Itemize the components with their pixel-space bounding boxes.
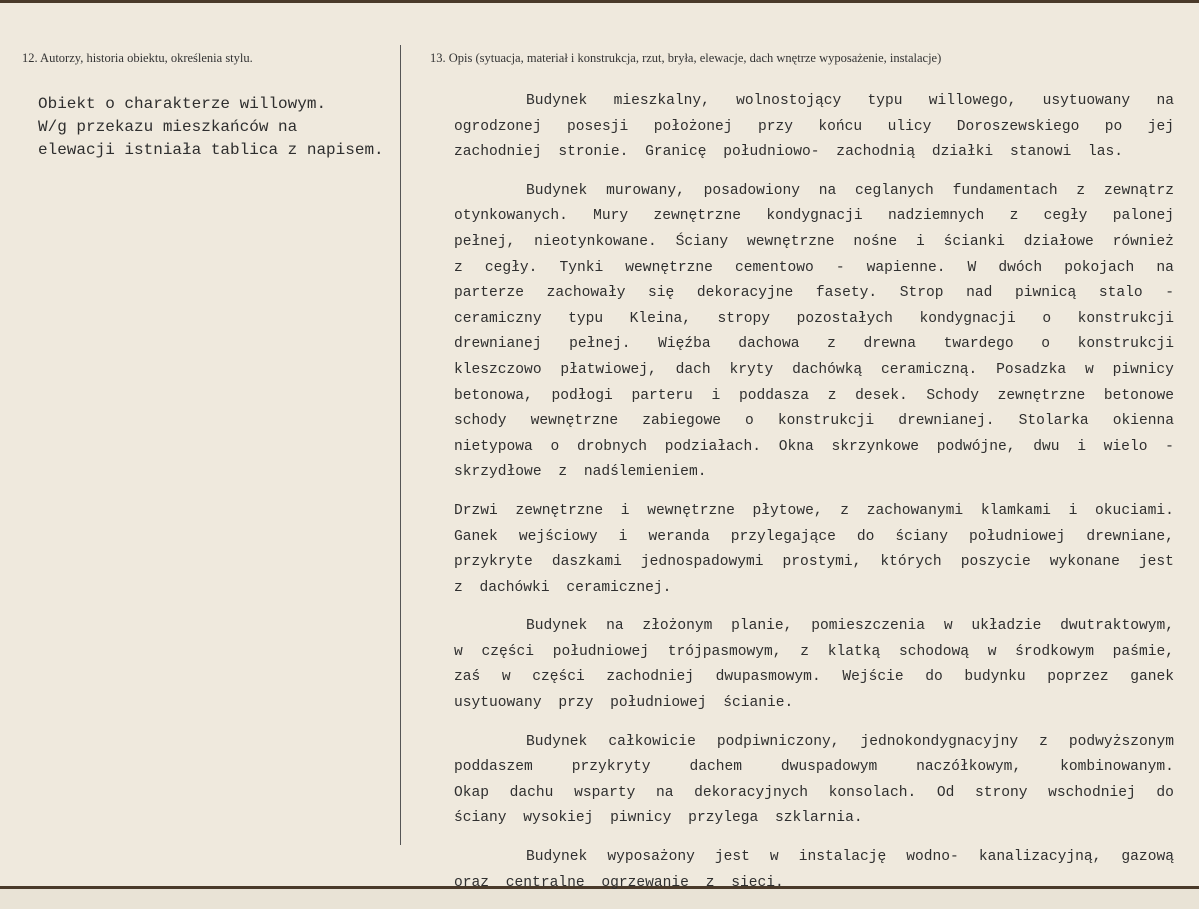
text-line: z cegły. Tynki wewnętrzne cementowo - wapienne. W dwóch pokojach na <box>454 259 1174 276</box>
paragraph <box>454 614 1174 716</box>
left-line: Obiekt o charakterze willowym. <box>38 95 327 113</box>
section-12-text <box>38 93 398 162</box>
text-line: Budynek murowany, posadowiony na ceglanych fundamentach z zewnątrz <box>526 182 1174 199</box>
text-line: drewnianej pełnej. Więźba dachowa z drewna twardego o konstrukcji <box>454 336 1174 353</box>
text-line: betonowa, podłogi parteru i poddasza z desek. Schody zewnętrzne betonowe <box>454 387 1174 404</box>
text-line: poddaszem przykryty dachem dwuspadowym naczółkowym, kombinowanym. <box>454 759 1174 776</box>
text-line: zaś w części zachodniej dwupasmowym. Wejście do budynku poprzez ganek <box>454 669 1174 686</box>
text-line: usytuowany przy południowej ścianie. <box>454 695 794 712</box>
text-line: pełnej, nieotynkowane. Ściany wewnętrzne nośne i ścianki działowe również <box>454 233 1174 250</box>
section-13-header: 13. Opis (sytuacja, materiał i konstrukcja, rzut, bryła, elewacje, dach wnętrze wyposażenie, instalacje) <box>430 51 942 65</box>
text-line: kleszczowo płatwiowej, dach kryty dachówką ceramiczną. Posadzka w piwnicy <box>454 361 1174 378</box>
text-line: Drzwi zewnętrzne i wewnętrzne płytowe, z zachowanymi klamkami i okuciami. <box>454 502 1174 519</box>
section-13-text <box>454 89 1174 909</box>
text-line: Budynek całkowicie podpiwniczony, jednokondygnacyjny z podwyższonym <box>526 733 1174 750</box>
text-line: Budynek na złożonym planie, pomieszczenia w układzie dwutraktowym, <box>526 618 1174 635</box>
text-line: schody wewnętrzne zabiegowe o konstrukcji drewnianej. Stolarka okienna <box>454 413 1174 430</box>
text-line: parterze zachowały się dekoracyjne fasety. Strop nad piwnicą stalo - <box>454 285 1174 302</box>
section-12-header: 12. Autorzy, historia obiektu, określenia stylu. <box>22 51 253 65</box>
text-line: nietypowa o drobnych podziałach. Okna skrzynkowe podwójne, dwu i wielo - <box>454 438 1174 455</box>
text-line: ogrodzonej posesji położonej przy końcu ulicy Doroszewskiego po jej <box>454 118 1174 135</box>
text-line: przykryte daszkami jednospadowymi prostymi, których poszycie wykonane jest <box>454 554 1174 571</box>
paragraph <box>454 179 1174 486</box>
text-line: Okap dachu wsparty na dekoracyjnych konsolach. Od strony wschodniej do <box>454 784 1174 801</box>
text-line: oraz centralne ogrzewanie z sieci. <box>454 874 784 891</box>
text-line: otynkowanych. Mury zewnętrzne kondygnacji nadziemnych z cegły palonej <box>454 208 1174 225</box>
text-line: zachodniej stronie. Granicę południowo- zachodnią działki stanowi las. <box>454 144 1124 161</box>
text-line: Ganek wejściowy i weranda przylegające do ściany południowej drewniane, <box>454 528 1174 545</box>
paragraph <box>454 730 1174 832</box>
left-line: elewacji istniała tablica z napisem. <box>38 141 384 159</box>
column-divider <box>400 45 401 845</box>
text-line: Budynek wyposażony jest w instalację wodno- kanalizacyjną, gazową <box>526 849 1174 866</box>
left-line: W/g przekazu mieszkańców na <box>38 118 298 136</box>
text-line: ceramiczny typu Kleina, stropy pozostałych kondygnacji o konstrukcji <box>454 310 1174 327</box>
text-line: Budynek mieszkalny, wolnostojący typu willowego, usytuowany na <box>526 93 1174 109</box>
paragraph <box>454 89 1174 166</box>
text-line: ściany wysokiej piwnicy przylega szklarnia. <box>454 810 863 827</box>
text-line: skrzydłowe z nadślemieniem. <box>454 464 707 481</box>
text-line: z dachówki ceramicznej. <box>454 579 672 596</box>
paragraph <box>454 499 1174 601</box>
text-line: w części południowej trójpasmowym, z klatką schodową w środkowym paśmie, <box>454 643 1174 660</box>
